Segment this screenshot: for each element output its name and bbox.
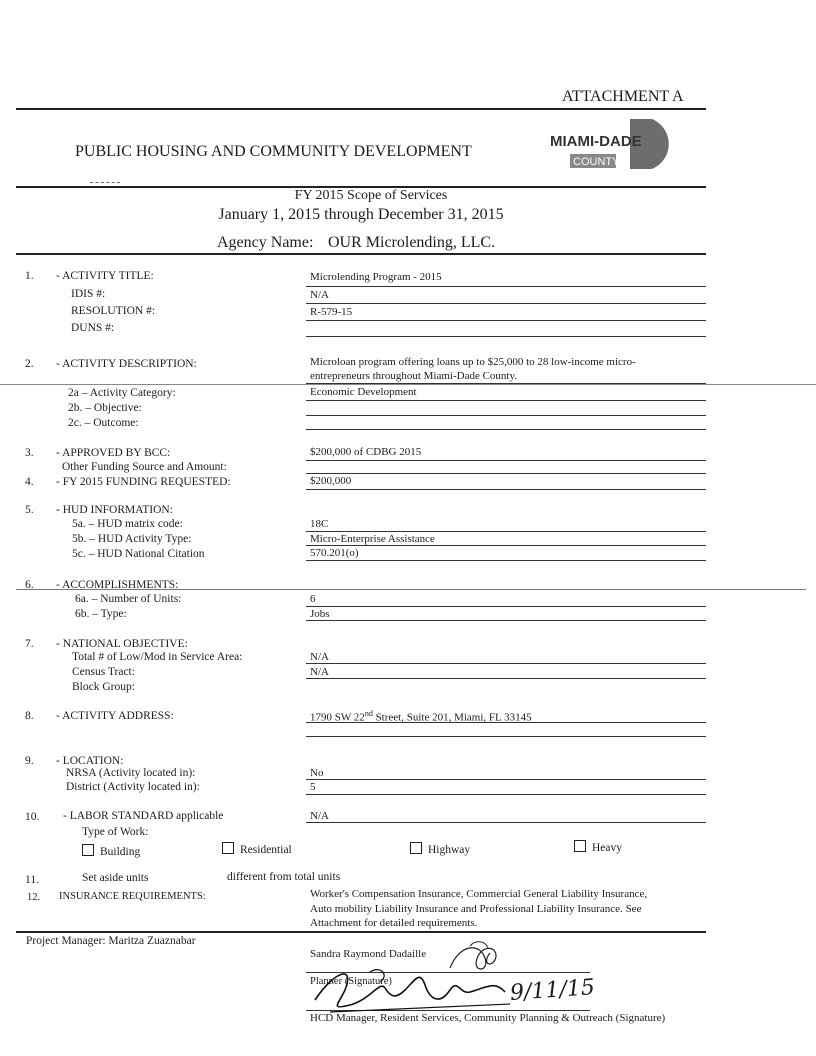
section-4-number: 4.: [25, 476, 34, 488]
section-6-number: 6.: [25, 579, 34, 591]
hud-national-citation-value: 570.201(o): [310, 547, 359, 559]
low-mod-total-value: N/A: [310, 651, 329, 663]
district-value: 5: [310, 781, 316, 793]
checkbox-heavy[interactable]: [574, 840, 586, 852]
header-top-rule: [16, 108, 706, 110]
funding-requested-label: - FY 2015 FUNDING REQUESTED:: [56, 476, 231, 488]
section-10-number: 10.: [25, 811, 40, 823]
unit-type-value: Jobs: [310, 608, 330, 620]
location-label: - LOCATION:: [56, 755, 124, 767]
block-group-label: Block Group:: [72, 681, 135, 693]
manager-signature-label: HCD Manager, Resident Services, Community Planning & Outreach (Signature): [310, 1012, 666, 1024]
duns-label: DUNS #:: [71, 322, 115, 334]
insurance-line2: Auto mobility Liability Insurance and Professional Liability Insurance. See: [310, 903, 642, 915]
project-manager: Project Manager: Maritza Zuaznabar: [26, 935, 196, 947]
insurance-line1: Worker's Compensation Insurance, Commercial General Liability Insurance,: [310, 888, 648, 900]
section-7-number: 7.: [25, 638, 34, 650]
checkbox-highway[interactable]: [410, 842, 422, 854]
logo-line2: COUNTY: [573, 156, 620, 168]
census-tract-label: Census Tract:: [72, 666, 135, 678]
section-3-number: 3.: [25, 447, 34, 459]
accomplishments-label: - ACCOMPLISHMENTS:: [56, 579, 179, 591]
checkbox-building[interactable]: [82, 844, 94, 856]
hud-activity-type-label: 5b. – HUD Activity Type:: [72, 533, 192, 545]
hud-matrix-code-value: 18C: [310, 518, 329, 530]
insurance-requirements-label: INSURANCE REQUIREMENTS:: [59, 891, 206, 902]
activity-category-value: Economic Development: [310, 386, 417, 398]
labor-standard-value: N/A: [310, 810, 329, 822]
activity-address-label: - ACTIVITY ADDRESS:: [56, 710, 174, 722]
nrsa-label: NRSA (Activity located in):: [66, 767, 196, 779]
agency-name-label: Agency Name:: [217, 234, 314, 251]
number-of-units-value: 6: [310, 593, 316, 605]
hud-information-label: - HUD INFORMATION:: [56, 504, 173, 516]
funding-requested-value: $200,000: [310, 475, 352, 487]
set-aside-units-note: different from total units: [227, 871, 341, 883]
signature-date: 9/11/15: [509, 975, 596, 1006]
section-5-number: 5.: [25, 504, 34, 516]
type-of-work-label: Type of Work:: [82, 826, 149, 838]
work-type-heavy[interactable]: Heavy: [574, 840, 622, 854]
approved-by-bcc-value: $200,000 of CDBG 2015: [310, 446, 422, 458]
planner-name: Sandra Raymond Dadaille: [310, 948, 427, 960]
idis-label: IDIS #:: [71, 288, 106, 300]
section-2-number: 2.: [25, 358, 34, 370]
activity-description-line2: entrepreneurs throughout Miami-Dade County.: [310, 370, 518, 382]
work-type-building[interactable]: Building: [82, 844, 140, 858]
checkbox-residential[interactable]: [222, 842, 234, 854]
hud-matrix-code-label: 5a. – HUD matrix code:: [72, 518, 183, 530]
set-aside-units-label: Set aside units: [82, 872, 149, 884]
outcome-label: 2c. – Outcome:: [68, 417, 139, 429]
hud-activity-type-value: Micro-Enterprise Assistance: [310, 533, 435, 545]
objective-label: 2b. – Objective:: [68, 402, 142, 414]
section-12-number: 12.: [27, 892, 41, 903]
activity-category-label: 2a – Activity Category:: [68, 387, 176, 399]
logo-line1: MIAMI-DADE: [550, 133, 642, 150]
nrsa-value: No: [310, 767, 324, 779]
department-title: PUBLIC HOUSING AND COMMUNITY DEVELOPMENT: [75, 143, 472, 160]
idis-value: N/A: [310, 289, 329, 301]
activity-address-value: 1790 SW 22nd Street, Suite 201, Miami, FL 33145: [310, 709, 532, 724]
approved-by-bcc-label: - APPROVED BY BCC:: [56, 447, 171, 459]
section-11-number: 11.: [25, 874, 39, 886]
agency-rule: [16, 253, 706, 255]
work-type-highway[interactable]: Highway: [410, 842, 470, 856]
national-objective-label: - NATIONAL OBJECTIVE:: [56, 638, 188, 650]
miami-dade-county-logo: [548, 117, 680, 171]
date-range: January 1, 2015 through December 31, 2015: [218, 206, 504, 223]
labor-standard-label: - LABOR STANDARD applicable: [63, 810, 224, 822]
section-1-number: 1.: [25, 270, 34, 282]
insurance-line3: Attachment for detailed requirements.: [310, 917, 478, 929]
hud-national-citation-label: 5c. – HUD National Citation: [72, 548, 205, 560]
activity-title-value: Microlending Program - 2015: [310, 271, 442, 283]
low-mod-total-label: Total # of Low/Mod in Service Area:: [72, 651, 243, 663]
footer-rule: [16, 931, 706, 933]
section-8-number: 8.: [25, 710, 34, 722]
activity-description-label: - ACTIVITY DESCRIPTION:: [56, 358, 197, 370]
attachment-label: ATTACHMENT A: [562, 88, 684, 105]
resolution-label: RESOLUTION #:: [71, 305, 156, 317]
resolution-value: R-579-15: [310, 306, 353, 318]
planner-signature-label: Planner (Signature): [310, 976, 392, 987]
district-label: District (Activity located in):: [66, 781, 200, 793]
agency-name: OUR Microlending, LLC.: [328, 234, 496, 251]
census-tract-value: N/A: [310, 666, 329, 678]
other-funding-label: Other Funding Source and Amount:: [62, 461, 227, 473]
unit-type-label: 6b. – Type:: [75, 608, 127, 620]
activity-description-line1: Microloan program offering loans up to $25,000 to 28 low-income micro-: [310, 356, 636, 368]
work-type-residential[interactable]: Residential: [222, 842, 292, 856]
activity-title-label: - ACTIVITY TITLE:: [56, 270, 154, 282]
number-of-units-label: 6a. – Number of Units:: [75, 593, 182, 605]
section-9-number: 9.: [25, 755, 34, 767]
scope-title: FY 2015 Scope of Services: [294, 188, 448, 203]
